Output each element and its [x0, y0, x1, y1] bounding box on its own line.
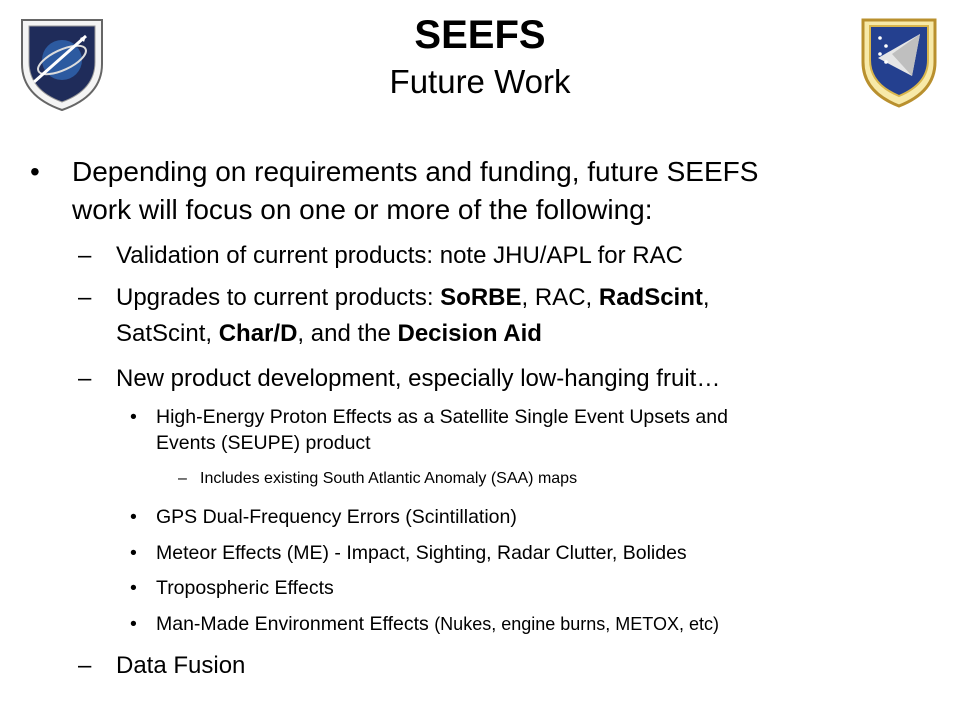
- radscint-label: RadScint: [598, 284, 703, 311]
- sub-bullet-marker: –: [78, 242, 92, 269]
- sorbe-label: SoRBE: [440, 284, 522, 311]
- slide-title: SEEFS: [414, 13, 546, 57]
- main-bullet-marker: •: [30, 156, 40, 187]
- level4-item: Includes existing South Atlantic Anomaly (SAA) maps: [200, 470, 578, 487]
- new-product-item: New product development, especially low-hanging fruit…: [116, 365, 721, 392]
- sub-bullet-marker: –: [78, 284, 92, 311]
- level3-item-note: (Nukes, engine burns, METOX, etc): [434, 614, 719, 634]
- upgrades-text: ,: [702, 284, 710, 311]
- main-bullet-line2: work will focus on one or more of the following:: [72, 194, 653, 225]
- level3-bullet-marker: •: [130, 613, 137, 635]
- upgrades-text: Upgrades to current products:: [116, 284, 441, 311]
- upgrades-text: , and the: [297, 320, 398, 347]
- validation-item: Validation of current products: note JHU/APL for RAC: [116, 242, 683, 269]
- level3-item: GPS Dual-Frequency Errors (Scintillation): [156, 506, 517, 528]
- chard-label: Char/D: [218, 320, 298, 347]
- level3-item: Meteor Effects (ME) - Impact, Sighting, Radar Clutter, Bolides: [156, 542, 687, 564]
- level3-item: Tropospheric Effects: [156, 577, 334, 599]
- data-fusion-item: Data Fusion: [116, 652, 246, 679]
- level3-item-line1: High-Energy Proton Effects as a Satellite Single Event Upsets and: [156, 406, 728, 428]
- sub-bullet-marker: –: [78, 652, 92, 679]
- upgrades-text: SatScint,: [116, 320, 219, 347]
- main-bullet-line1: Depending on requirements and funding, future SEEFS: [72, 156, 759, 187]
- level3-bullet-marker: •: [130, 577, 137, 599]
- level3-bullet-marker: •: [130, 406, 137, 428]
- upgrades-item-line2: [116, 318, 542, 350]
- level3-item-text: Man-Made Environment Effects: [156, 613, 429, 635]
- level3-item: [156, 611, 719, 637]
- level4-marker: –: [178, 470, 187, 487]
- level3-bullet-marker: •: [130, 506, 137, 528]
- sub-bullet-marker: –: [78, 365, 92, 392]
- level3-bullet-marker: •: [130, 542, 137, 564]
- upgrades-text: , RAC,: [521, 284, 599, 311]
- decision-aid-label: Decision Aid: [397, 320, 542, 347]
- upgrades-item-line1: [116, 282, 710, 314]
- slide-subtitle: Future Work: [389, 63, 571, 100]
- level3-item-line2: Events (SEUPE) product: [156, 432, 371, 454]
